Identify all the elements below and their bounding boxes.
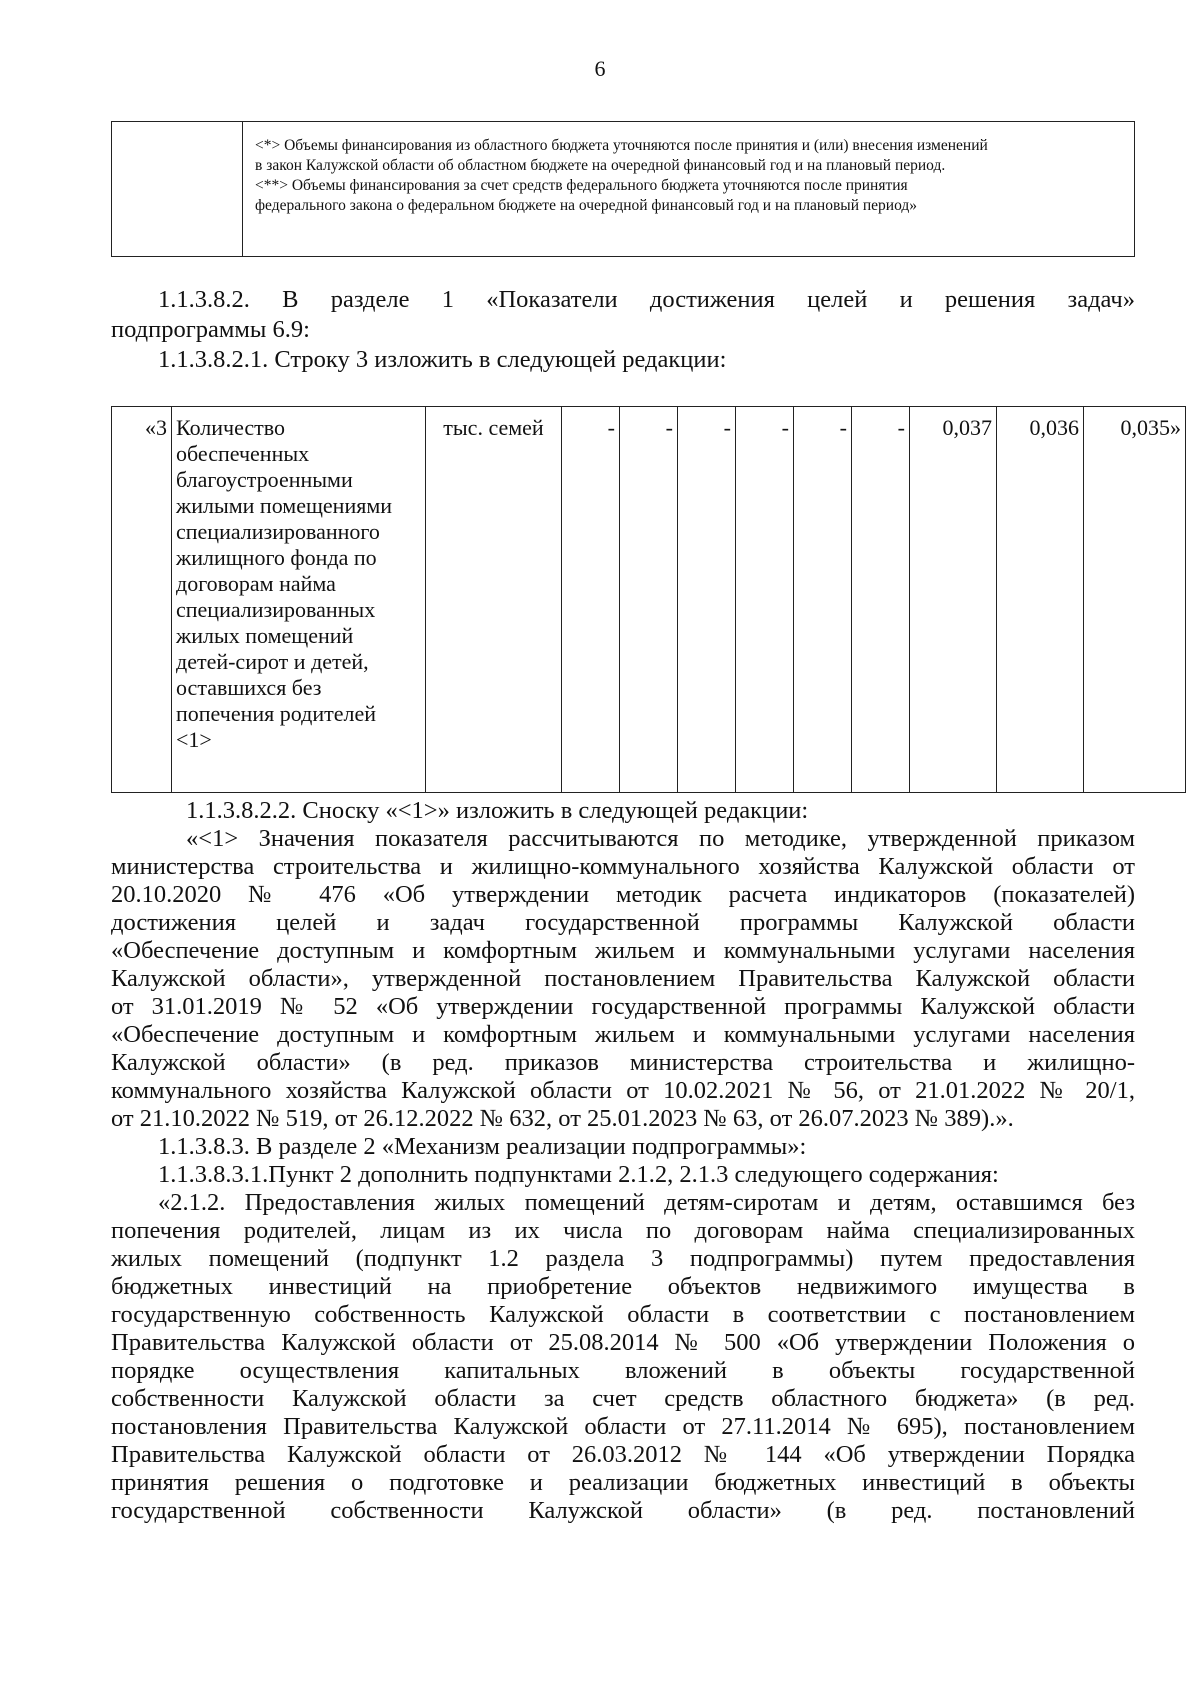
footnote-text — [243, 122, 1134, 256]
body-line: «Обеспечение доступным и комфортным жильем и коммунальными услугами населения — [111, 1021, 1135, 1048]
body-line: собственности Калужской области за счет средств областного бюджета» (в ред. — [111, 1385, 1135, 1412]
value-cell: - — [852, 407, 910, 793]
body-line: «<1> Значения показателя рассчитываются по методике, утвержденной приказом — [186, 825, 1135, 852]
body-line: от 21.10.2022 № 519, от 26.12.2022 № 632, от 25.01.2023 № 63, от 26.07.2023 № 389).». — [111, 1105, 1014, 1132]
indicator-name-line: договорам найма — [176, 571, 336, 596]
body-line: государственной собственности Калужской области» (в ред. постановлений — [111, 1497, 1135, 1524]
footnote-line: в закон Калужской области об областном бюджете на очередной финансовый год и на плановый период. — [255, 157, 946, 174]
indicator-name-line: жилищного фонда по — [176, 545, 377, 570]
row-number-cell: «3 — [112, 407, 172, 793]
value-cell: - — [736, 407, 794, 793]
body-line: «2.1.2. Предоставления жилых помещений детям-сиротам и детям, оставшимся без — [158, 1189, 1135, 1216]
section-heading-line: подпрограммы 6.9: — [111, 316, 310, 343]
body-line: Калужской области», утвержденной постановлением Правительства Калужской области — [111, 965, 1135, 992]
indicator-name-cell — [172, 407, 426, 793]
value-cell: 0,035» — [1084, 407, 1186, 793]
body-line: порядке осуществления капитальных вложений в объекты государственной — [111, 1357, 1135, 1384]
indicator-name-line: благоустроенными — [176, 467, 353, 492]
indicator-name-line: специализированного — [176, 519, 380, 544]
body-line: постановления Правительства Калужской области от 27.11.2014 № 695), постановлением — [111, 1413, 1135, 1440]
section-heading-line: 1.1.3.8.2. В разделе 1 «Показатели достижения целей и решения задач» — [158, 286, 1135, 313]
indicator-name-line: Количество — [176, 415, 286, 440]
body-line: бюджетных инвестиций на приобретение объектов недвижимого имущества в — [111, 1273, 1135, 1300]
body-line: принятия решения о подготовке и реализации бюджетных инвестиций в объекты — [111, 1469, 1135, 1496]
body-line: 1.1.3.8.2.2. Сноску «<1>» изложить в следующей редакции: — [186, 797, 809, 824]
indicator-name-line: жилыми помещениями — [176, 493, 393, 518]
footnote-empty-cell — [112, 122, 243, 256]
body-line: от 31.01.2019 № 52 «Об утверждении государственной программы Калужской области — [111, 993, 1135, 1020]
indicator-name-line: обеспеченных — [176, 441, 310, 466]
body-line: Правительства Калужской области от 25.08.2014 № 500 «Об утверждении Положения о — [111, 1329, 1135, 1356]
value-cell: 0,037 — [910, 407, 997, 793]
body-line: Калужской области» (в ред. приказов министерства строительства и жилищно- — [111, 1049, 1135, 1076]
value-cell: 0,036 — [997, 407, 1084, 793]
indicator-name-line: специализированных — [176, 597, 376, 622]
body-line: 1.1.3.8.3.1.Пункт 2 дополнить подпунктами 2.1.2, 2.1.3 следующего содержания: — [158, 1161, 999, 1188]
body-line: государственную собственность Калужской области в соответствии с постановлением — [111, 1301, 1135, 1328]
body-line: Правительства Калужской области от 26.03.2012 № 144 «Об утверждении Порядка — [111, 1441, 1135, 1468]
indicator-name-line: детей-сирот и детей, — [176, 649, 369, 674]
value-cell: - — [562, 407, 620, 793]
value-cell: - — [678, 407, 736, 793]
body-line: попечения родителей, лицам из их числа по договорам найма специализированных — [111, 1217, 1135, 1244]
indicator-table — [111, 406, 1186, 793]
footnote-line: федерального закона о федеральном бюджете на очередной финансовый год и на плановый период» — [255, 197, 918, 214]
body-line: 1.1.3.8.3. В разделе 2 «Механизм реализации подпрограммы»: — [158, 1133, 807, 1160]
body-line: министерства строительства и жилищно-коммунального хозяйства Калужской области от — [111, 853, 1135, 880]
value-cell: - — [794, 407, 852, 793]
unit-cell: тыс. семей — [426, 407, 562, 793]
indicator-name-line: оставшихся без — [176, 675, 322, 700]
body-line: «Обеспечение доступным и комфортным жильем и коммунальными услугами населения — [111, 937, 1135, 964]
body-line: 20.10.2020 № 476 «Об утверждении методик расчета индикаторов (показателей) — [111, 881, 1135, 908]
body-line: коммунального хозяйства Калужской области от 10.02.2021 № 56, от 21.01.2022 № 20/1, — [111, 1077, 1135, 1104]
footnote-box — [111, 121, 1135, 257]
body-line: жилых помещений (подпункт 1.2 раздела 3 подпрограммы) путем предоставления — [111, 1245, 1135, 1272]
footnote-line: <**> Объемы финансирования за счет средств федерального бюджета уточняются после принятия — [255, 177, 908, 194]
indicator-name-line: <1> — [176, 727, 212, 752]
indicator-name-line: попечения родителей — [176, 701, 376, 726]
page-number: 6 — [594, 56, 606, 81]
table-row — [112, 407, 1186, 793]
value-cell: - — [620, 407, 678, 793]
indicator-name-line: жилых помещений — [176, 623, 354, 648]
body-line: достижения целей и задач государственной программы Калужской области — [111, 909, 1135, 936]
footnote-line: <*> Объемы финансирования из областного бюджета уточняются после принятия и (или) внесения изменений — [255, 137, 988, 154]
section-heading-line: 1.1.3.8.2.1. Строку 3 изложить в следующей редакции: — [158, 346, 727, 373]
